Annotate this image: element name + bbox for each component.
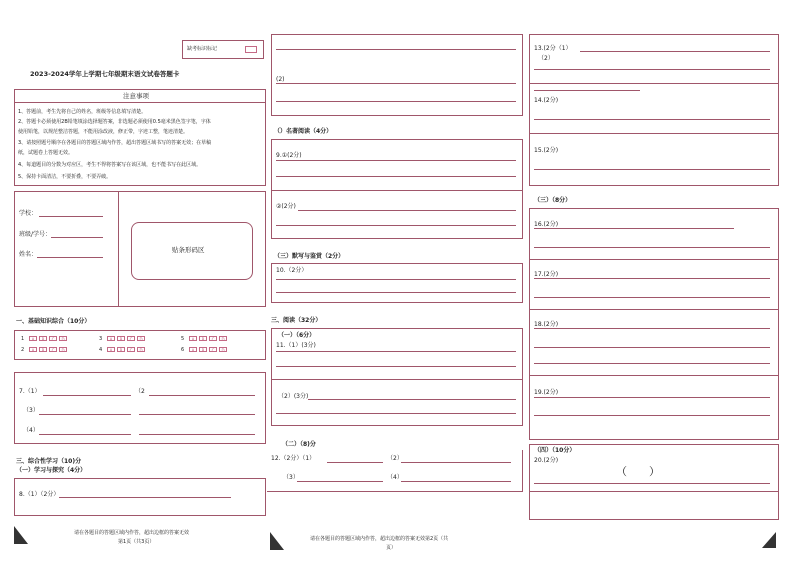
notes-line: 使用铅笔，以规范整洁答题，不能用涂改液，修正带，字迹工整，笔迹清楚。 — [18, 129, 189, 135]
mc-bubble[interactable]: B — [117, 347, 125, 352]
q8-answer-line[interactable] — [59, 497, 231, 498]
q9b-label: ②(2分) — [276, 203, 296, 210]
part4-title: （四）（10分） — [534, 447, 576, 454]
mc-box — [14, 330, 266, 360]
absent-mark-box — [182, 40, 264, 59]
answer-line[interactable] — [534, 169, 770, 170]
reading-section-title: 三、阅读（32分） — [271, 317, 322, 324]
q9-label: 9.①(2分) — [276, 152, 302, 159]
q12-label-c: （3） — [283, 474, 299, 481]
mc-bubble[interactable]: C — [49, 336, 57, 341]
answer-line[interactable] — [534, 347, 770, 348]
notes-line: 5、保持卡面清洁，不要折叠，不要弄破。 — [18, 174, 112, 180]
mc-bubble[interactable]: C — [49, 347, 57, 352]
q13-label: 13.(2分（1） — [534, 45, 572, 52]
q7-box — [14, 372, 266, 444]
answer-line[interactable] — [276, 292, 516, 293]
mc-bubble[interactable]: D — [137, 336, 145, 341]
mc-number: 6 — [181, 347, 185, 353]
notes-box — [14, 89, 266, 186]
answer-line[interactable] — [534, 119, 770, 120]
answer-line[interactable] — [534, 247, 770, 248]
q20-paren: （ ） — [616, 465, 660, 478]
barcode-label: 贴条形码区 — [172, 246, 205, 254]
q7-answer-line[interactable] — [39, 434, 131, 435]
mc-bubble[interactable]: B — [199, 336, 207, 341]
mc-number: 5 — [181, 336, 185, 342]
corner-marker — [14, 526, 28, 544]
mc-bubble[interactable]: D — [59, 347, 67, 352]
section2-subtitle: （一）学习与探究（4分） — [16, 467, 87, 474]
corner-marker — [762, 532, 776, 548]
q14-label: 14.(2分) — [534, 97, 559, 104]
q9-divider — [272, 190, 522, 191]
footer-left-line1: 请在各题目的答题区域内作答，超出边框的答案无效 — [74, 530, 190, 536]
part2-title: （二）（8)分 — [282, 441, 316, 448]
answer-line[interactable] — [276, 101, 516, 102]
answer-line[interactable] — [276, 49, 516, 50]
q11b-label: （2）(3分) — [278, 393, 309, 400]
notes-divider — [15, 102, 265, 103]
q10-label: 10.（2分） — [276, 267, 308, 274]
school-label: 学校： — [19, 210, 38, 217]
mc-bubble[interactable]: C — [127, 336, 135, 341]
mc-bubble[interactable]: A — [107, 336, 115, 341]
mc-bubble[interactable]: A — [189, 336, 197, 341]
q7-label-4: （4） — [23, 427, 39, 434]
q14-divider — [530, 133, 778, 134]
mc-bubble[interactable]: A — [107, 347, 115, 352]
q7-label-3: （3） — [23, 407, 39, 414]
answer-line[interactable] — [580, 51, 770, 52]
mc-bubble[interactable]: A — [189, 347, 197, 352]
mc-bubble[interactable]: D — [137, 347, 145, 352]
corner-marker — [270, 532, 284, 550]
q18-divider — [530, 375, 778, 376]
answer-line[interactable] — [534, 90, 640, 91]
section2-title: 三、综合性学习（10)分 — [16, 458, 82, 465]
part3-title: （三）（8分） — [534, 197, 572, 204]
q7-answer-line[interactable] — [43, 395, 131, 396]
notes-header: 注意事项 — [123, 92, 149, 100]
answer-line[interactable] — [534, 397, 770, 398]
student-info-box — [14, 191, 266, 307]
class-field[interactable] — [51, 237, 103, 238]
answer-line[interactable] — [534, 328, 770, 329]
mc-bubble[interactable]: A — [29, 336, 37, 341]
notes-line: 4、每道题目的分数为对应区，考生不得将答案写在该区域，也不能书写在此区域。 — [18, 162, 202, 168]
q12-box — [267, 450, 523, 492]
q16-q19-box — [529, 208, 779, 440]
mc-bubble[interactable]: C — [209, 336, 217, 341]
q7-answer-line[interactable] — [139, 434, 255, 435]
q15-label: 15.(2分) — [534, 147, 559, 154]
q17-divider — [530, 309, 778, 310]
answer-line[interactable] — [327, 462, 383, 463]
q18-label: 18.(2分) — [534, 321, 559, 328]
q19-label: 19.(2分) — [534, 389, 559, 396]
mc-bubble[interactable]: C — [127, 347, 135, 352]
mc-number: 1 — [21, 336, 25, 342]
q7-label-2: （2 — [135, 388, 145, 395]
mc-bubble[interactable]: B — [117, 336, 125, 341]
q7-answer-line[interactable] — [139, 414, 255, 415]
q13-divider — [530, 83, 778, 84]
notes-line: 1、答题前，考生先将自己的姓名，班级等信息填写清楚。 — [18, 109, 147, 115]
notes-line: 2、答题卡必须使用2B铅笔填涂选择题答案，非选题必须使用0.5毫米黑色签字笔，字体 — [18, 119, 211, 125]
answer-line[interactable] — [534, 363, 770, 364]
q7-answer-line[interactable] — [149, 395, 255, 396]
name-label: 姓名： — [19, 251, 38, 258]
answer-line[interactable] — [308, 399, 516, 400]
q8-box — [14, 478, 266, 516]
page-title: 2023-2024学年上学期七年级期末语文试卷答题卡 — [30, 70, 180, 78]
footer-mid-line2: 页） — [386, 545, 397, 551]
class-label: 班级/学号： — [19, 231, 52, 238]
q11-divider — [272, 379, 522, 380]
mc-bubble[interactable]: C — [209, 347, 217, 352]
answer-line[interactable] — [534, 228, 734, 229]
mc-bubble[interactable]: B — [199, 347, 207, 352]
mc-bubble[interactable]: A — [29, 347, 37, 352]
answer-line[interactable] — [297, 481, 383, 482]
famous-reading-title: （）名著阅读（4分） — [274, 128, 333, 135]
q17-label: 17.(2分) — [534, 271, 559, 278]
q10-box — [271, 263, 523, 303]
answer-line[interactable] — [276, 83, 516, 84]
q13-q15-box — [529, 34, 779, 186]
answer-line[interactable] — [534, 69, 770, 70]
answer-line[interactable] — [534, 415, 770, 416]
q6-part2-label: (2) — [276, 76, 285, 83]
answer-line[interactable] — [276, 351, 516, 352]
q16-divider — [530, 259, 778, 260]
mc-number: 2 — [21, 347, 25, 353]
q13b-label: （2） — [538, 55, 554, 62]
q6-continued-box — [271, 34, 523, 116]
mc-bubble[interactable]: D — [219, 336, 227, 341]
answer-line[interactable] — [534, 483, 770, 484]
answer-line[interactable] — [276, 413, 516, 414]
mc-bubble[interactable]: B — [39, 347, 47, 352]
q20-box — [529, 444, 779, 520]
q16-label: 16.(2分) — [534, 221, 559, 228]
q8-label: 8.（1）（2分） — [19, 491, 60, 498]
info-divider — [118, 192, 119, 306]
barcode-area — [131, 222, 253, 280]
answer-line[interactable] — [534, 278, 770, 279]
answer-line[interactable] — [401, 462, 511, 463]
q20-divider — [530, 491, 778, 492]
answer-line[interactable] — [276, 279, 516, 280]
footer-mid-line1: 请在各题目的答题区域内作答，超出边框的答案无效第2页（共 — [310, 536, 449, 542]
mc-bubble[interactable]: D — [219, 347, 227, 352]
answer-line[interactable] — [276, 225, 516, 226]
poem-section-title: （三）默写与鉴赏（2分） — [274, 253, 345, 260]
answer-line[interactable] — [276, 366, 516, 367]
q9-box — [271, 139, 523, 239]
absent-mark-checkbox[interactable] — [245, 46, 257, 53]
answer-line[interactable] — [276, 160, 516, 161]
footer-left-page: 第1页（共3页） — [118, 539, 155, 545]
absent-mark-label: 缺考标识标记 — [187, 46, 218, 52]
section1-title: 一、基础知识综合（10分） — [16, 318, 91, 325]
q12-label-a: 12.（2分）（1） — [271, 455, 316, 462]
mc-bubble[interactable]: B — [39, 336, 47, 341]
mc-number: 4 — [99, 347, 103, 353]
answer-line[interactable] — [276, 176, 516, 177]
q12-label-b: （2） — [387, 455, 403, 462]
reading-sub-title: （一）（6分） — [278, 332, 316, 339]
answer-line[interactable] — [534, 297, 770, 298]
q7-label-1: 7.（1） — [19, 388, 41, 395]
q7-answer-line[interactable] — [39, 414, 131, 415]
school-field[interactable] — [39, 216, 103, 217]
mc-bubble[interactable]: D — [59, 336, 67, 341]
q12-label-d: （4） — [387, 474, 403, 481]
answer-line[interactable] — [401, 481, 511, 482]
mc-number: 3 — [99, 336, 103, 342]
q11-label: 11.（1）(3分) — [276, 342, 316, 349]
q20-label: 20.(2分) — [534, 457, 559, 464]
name-field[interactable] — [37, 257, 103, 258]
notes-line: 3、请按照题号顺序在各题目的答题区域内作答，超出答题区域书写的答案无效；在草稿 — [18, 140, 212, 146]
q11-box — [271, 328, 523, 426]
answer-line[interactable] — [298, 210, 516, 211]
notes-line: 纸，试题卷上答题无效。 — [18, 150, 74, 156]
